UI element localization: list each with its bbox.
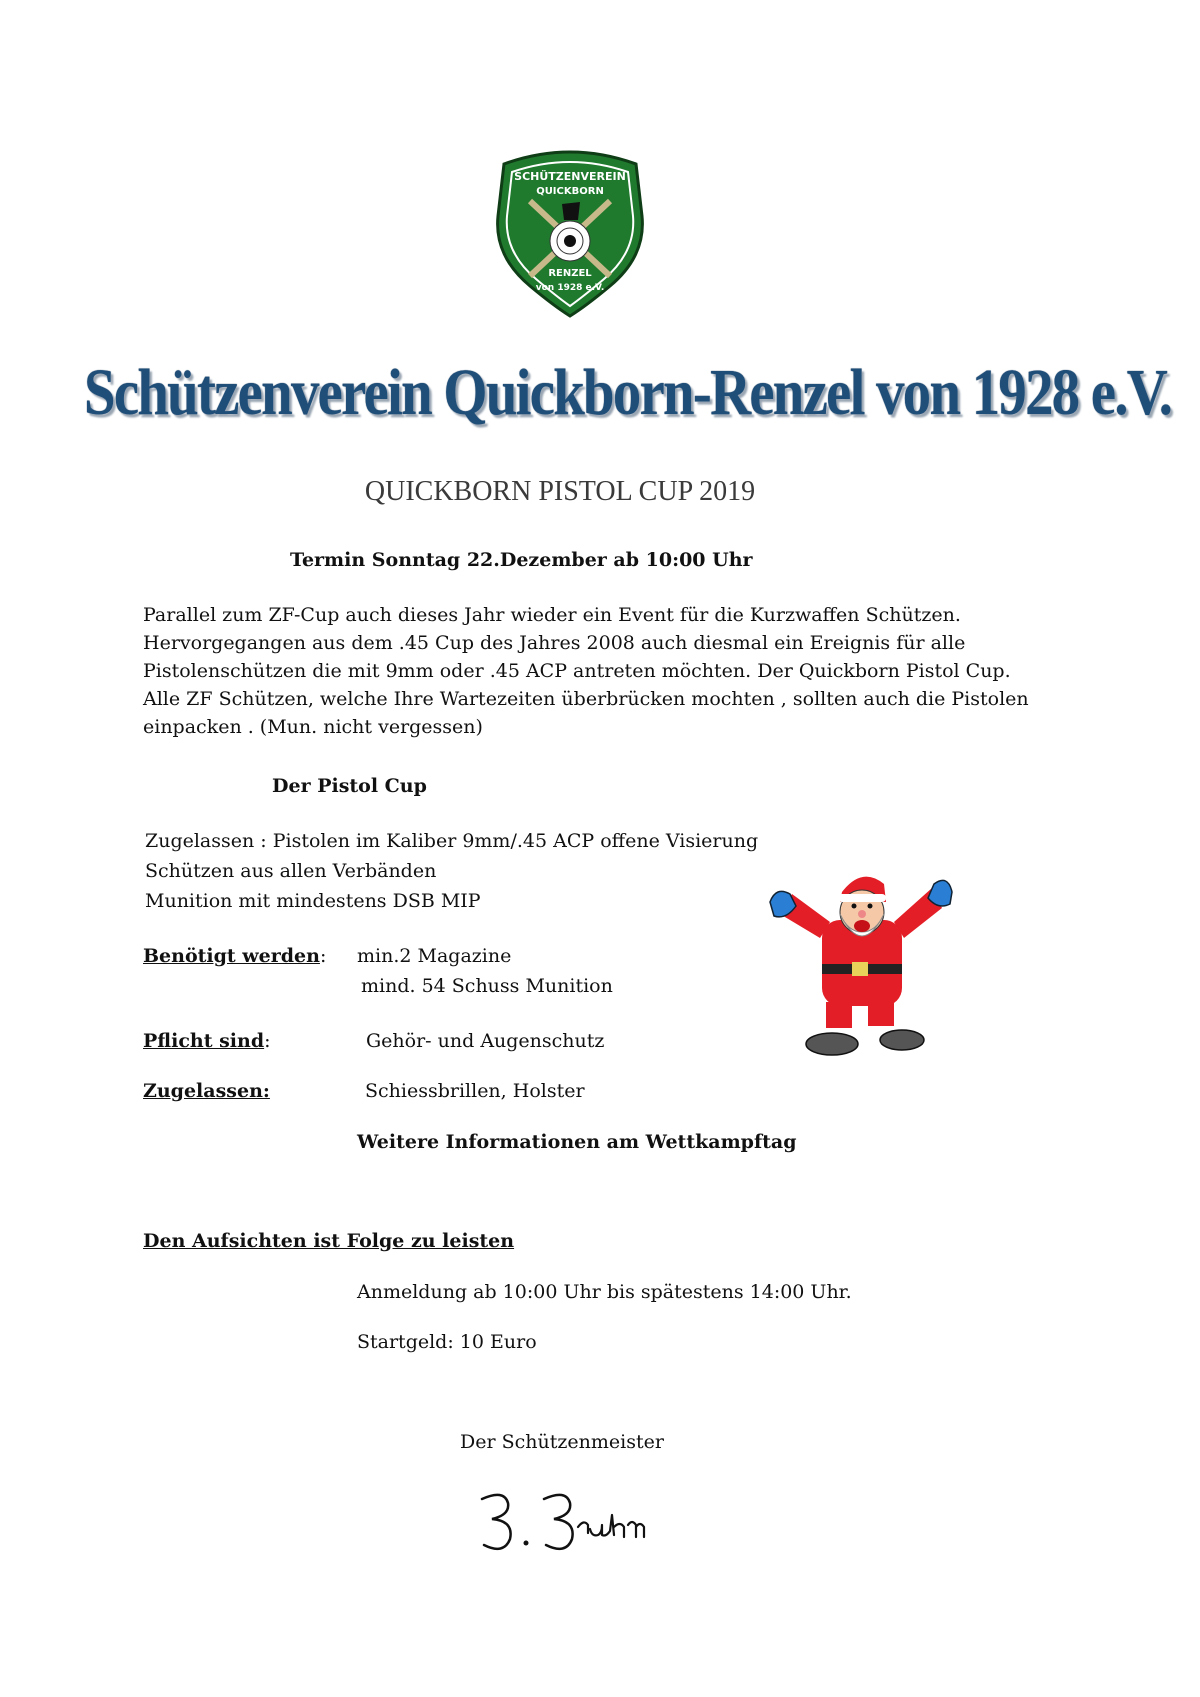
intro-line-5: einpacken . (Mun. nicht vergessen) bbox=[143, 716, 483, 738]
intro-line-3: Pistolenschützen die mit 9mm oder .45 ACP antreten möchten. Der Quickborn Pistol Cup. bbox=[143, 660, 1011, 682]
club-crest-logo bbox=[490, 146, 650, 318]
allowed-label: Zugelassen: bbox=[143, 1080, 270, 1102]
needed-value-1: min.2 Magazine bbox=[357, 945, 512, 967]
entry-fee: Startgeld: 10 Euro bbox=[357, 1331, 537, 1353]
mandatory-label: Pflicht sind bbox=[143, 1030, 265, 1052]
logo-text-3: RENZEL bbox=[548, 268, 592, 279]
intro-line-4: Alle ZF Schützen, welche Ihre Wartezeiten überbrücken mochten , sollten auch die Pistolen bbox=[143, 688, 1029, 710]
cup-line-3: Munition mit mindestens DSB MIP bbox=[145, 890, 481, 912]
logo-text-2: QUICKBORN bbox=[536, 186, 604, 197]
supervision-rule: Den Aufsichten ist Folge zu leisten bbox=[143, 1230, 515, 1252]
handwritten-signature bbox=[474, 1485, 664, 1565]
needed-row-label bbox=[143, 942, 326, 970]
cup-heading: Der Pistol Cup bbox=[272, 775, 427, 797]
event-date: Termin Sonntag 22.Dezember ab 10:00 Uhr bbox=[290, 549, 753, 571]
registration-info: Anmeldung ab 10:00 Uhr bis spätestens 14:00 Uhr. bbox=[357, 1281, 852, 1303]
needed-colon: : bbox=[319, 945, 327, 967]
logo-text-4: von 1928 e.V. bbox=[535, 283, 605, 293]
cup-line-1: Zugelassen : Pistolen im Kaliber 9mm/.45 ACP offene Visierung bbox=[145, 830, 759, 852]
cup-title: QUICKBORN PISTOL CUP 2019 bbox=[364, 476, 756, 507]
intro-line-2: Hervorgegangen aus dem .45 Cup des Jahres 2008 auch diesmal ein Ereignis für alle bbox=[143, 632, 966, 654]
mandatory-row-label bbox=[143, 1027, 271, 1055]
more-info: Weitere Informationen am Wettkampftag bbox=[357, 1131, 797, 1153]
allowed-value: Schiessbrillen, Holster bbox=[365, 1080, 585, 1102]
cup-line-2: Schützen aus allen Verbänden bbox=[145, 860, 437, 882]
logo-text-1: SCHÜTZENVEREIN bbox=[514, 170, 626, 183]
needed-value-2: mind. 54 Schuss Munition bbox=[361, 975, 613, 997]
club-title: Schützenverein Quickborn-Renzel von 1928 e.V. bbox=[84, 356, 1172, 429]
needed-label: Benötigt werden bbox=[143, 945, 320, 967]
mandatory-colon: : bbox=[264, 1030, 271, 1052]
intro-line-1: Parallel zum ZF-Cup auch dieses Jahr wieder ein Event für die Kurzwaffen Schützen. bbox=[143, 604, 961, 626]
mandatory-value: Gehör- und Augenschutz bbox=[366, 1030, 605, 1052]
signer-title: Der Schützenmeister bbox=[460, 1431, 664, 1453]
santa-illustration bbox=[752, 862, 972, 1062]
